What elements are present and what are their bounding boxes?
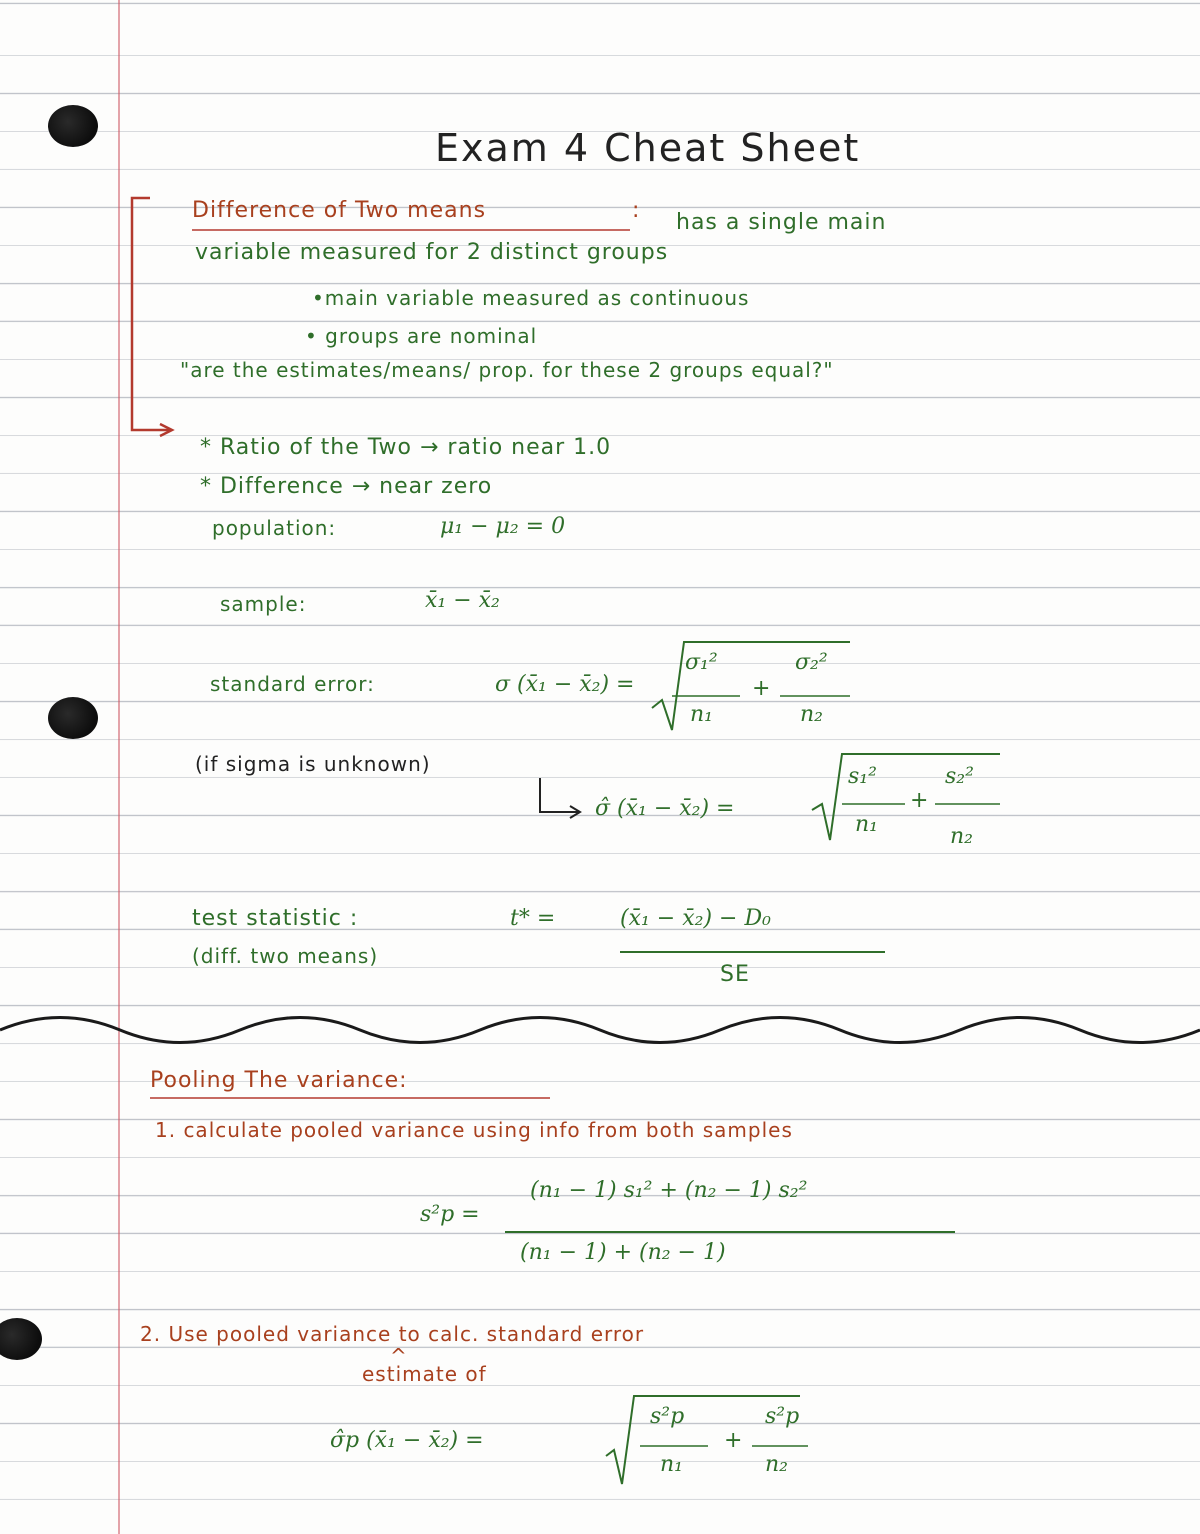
pooling-step-1: 1. calculate pooled variance using info from both samples (155, 1118, 793, 1142)
bracket-stroke (132, 198, 172, 430)
est-se-denominator-1: n₁ (855, 812, 878, 837)
plus-sign: + (724, 1428, 744, 1453)
standard-error-lhs: σ (x̄₁ − x̄₂) = (495, 672, 635, 697)
bullet-nominal: • groups are nominal (305, 324, 538, 348)
sample-formula: x̄₁ − x̄₂ (425, 588, 500, 613)
section-divider (0, 1018, 1200, 1043)
pooled-se-denominator-2: n₂ (765, 1452, 788, 1477)
difference-note: * Difference → near zero (200, 474, 493, 499)
test-statistic-sublabel: (diff. two means) (192, 944, 379, 968)
standard-error-label: standard error: (210, 672, 375, 696)
ratio-note: * Ratio of the Two → ratio near 1.0 (200, 435, 612, 460)
sample-label: sample: (220, 592, 307, 616)
definition-line-1: has a single main (676, 210, 887, 235)
se-numerator-1: σ₁² (685, 650, 718, 675)
pooled-variance-lhs: s²p = (420, 1202, 480, 1227)
se-denominator-2: n₂ (800, 702, 823, 727)
section-heading-pooling: Pooling The variance: (150, 1068, 408, 1093)
pooled-se-numerator-2: s²p (765, 1404, 800, 1429)
t-statistic-lhs: t* = (510, 906, 556, 931)
pooling-step-2: 2. Use pooled variance to calc. standard error (140, 1322, 645, 1346)
est-se-denominator-2: n₂ (950, 824, 973, 849)
definition-line-2: variable measured for 2 distinct groups (195, 240, 669, 265)
pooled-se-denominator-1: n₁ (660, 1452, 683, 1477)
plus-sign: + (910, 788, 930, 813)
t-statistic-numerator: (x̄₁ − x̄₂) − D₀ (620, 906, 771, 931)
population-formula: μ₁ − μ₂ = 0 (440, 514, 566, 539)
pooled-variance-numerator: (n₁ − 1) s₁² + (n₂ − 1) s₂² (530, 1178, 808, 1203)
est-se-numerator-2: s₂² (945, 764, 974, 789)
insertion-caret: ^ (390, 1344, 408, 1368)
sigma-unknown-note: (if sigma is unknown) (195, 752, 431, 776)
section-heading-diff-means: Difference of Two means (192, 198, 487, 223)
pooled-variance-denominator: (n₁ − 1) + (n₂ − 1) (520, 1240, 726, 1265)
estimated-se-lhs: σ̂ (x̄₁ − x̄₂) = (595, 796, 735, 821)
est-se-numerator-1: s₁² (848, 764, 877, 789)
test-statistic-label: test statistic : (192, 906, 359, 931)
research-question: "are the estimates/means/ prop. for these 2 groups equal?" (180, 358, 834, 382)
se-denominator-1: n₁ (690, 702, 713, 727)
pooled-se-lhs: σ̂p (x̄₁ − x̄₂) = (330, 1428, 484, 1453)
population-label: population: (212, 516, 337, 540)
t-statistic-denominator: SE (720, 962, 750, 987)
page-title: Exam 4 Cheat Sheet (435, 126, 861, 170)
arrow-stroke (540, 778, 580, 812)
pooled-se-numerator-1: s²p (650, 1404, 685, 1429)
bullet-continuous: •main variable measured as continuous (312, 286, 750, 310)
se-numerator-2: σ₂² (795, 650, 828, 675)
pooling-step-2-insert: estimate of (362, 1362, 487, 1386)
plus-sign: + (752, 676, 772, 701)
heading-colon: : (632, 198, 641, 223)
